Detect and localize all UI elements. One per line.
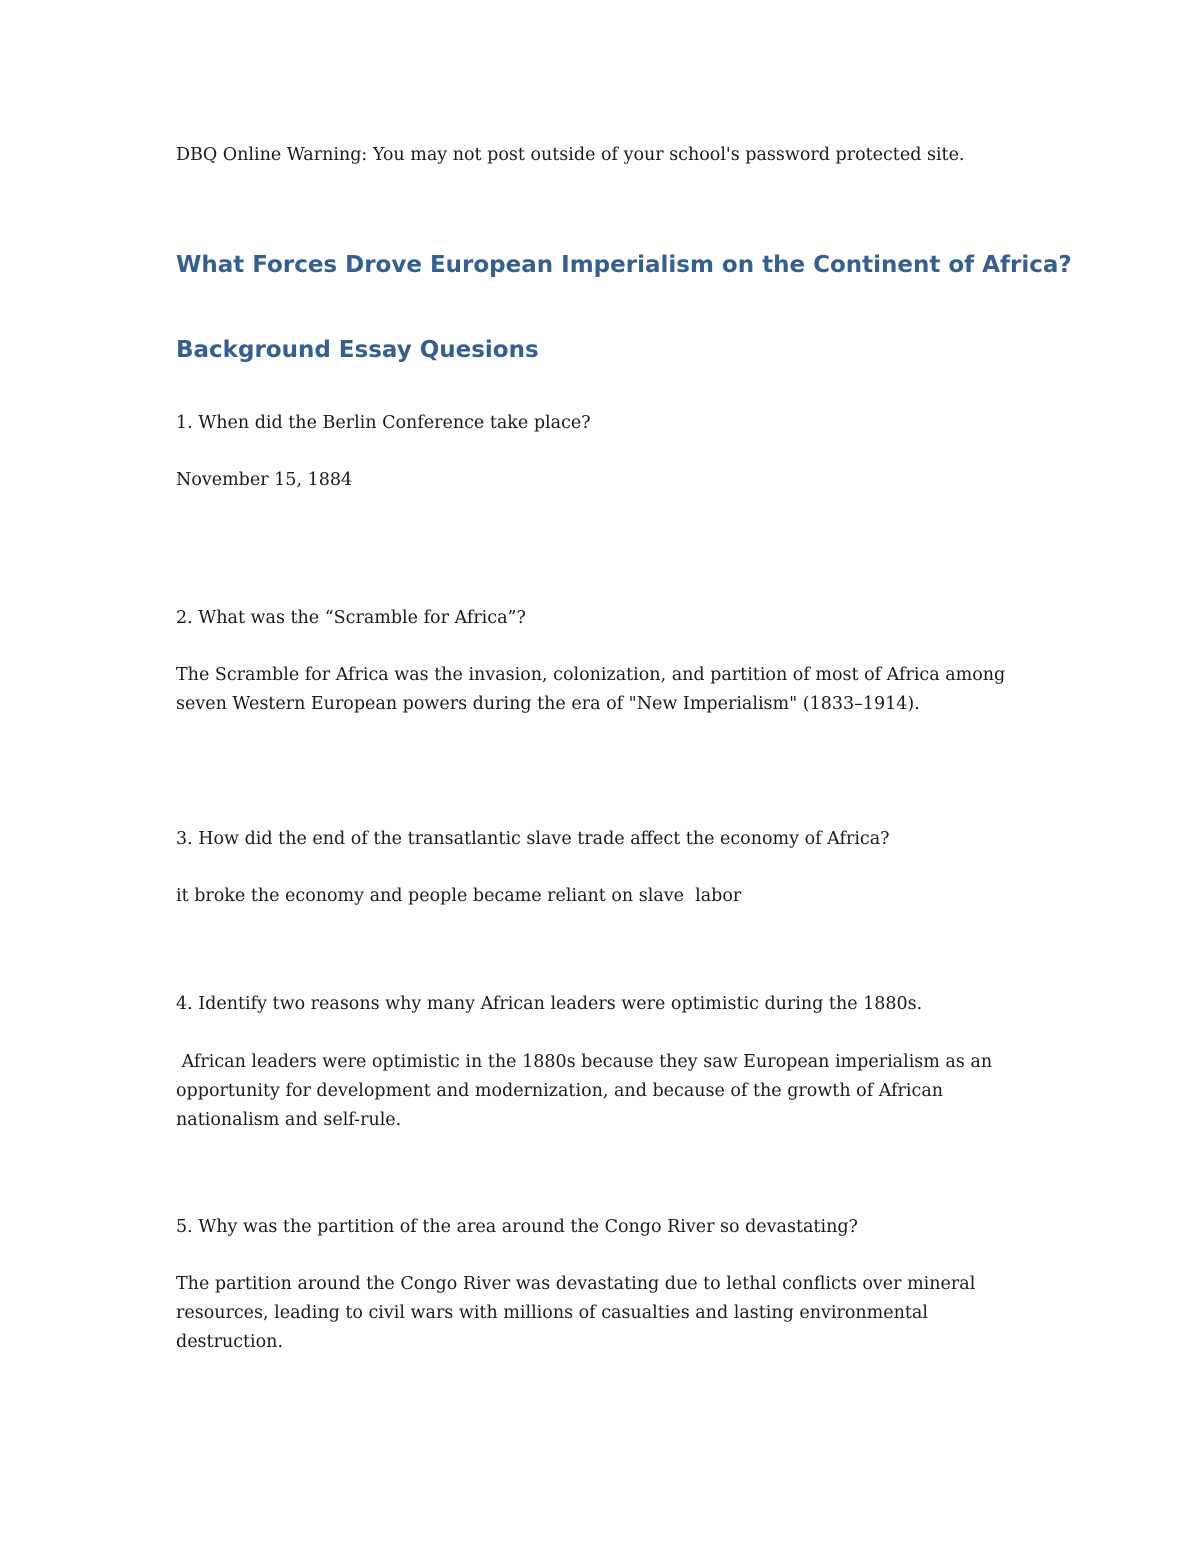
question-2: 2. What was the “Scramble for Africa”? [176,608,526,628]
document-title: What Forces Drove European Imperialism on the Continent of Africa? [176,252,1072,278]
question-1: 1. When did the Berlin Conference take place? [176,413,591,433]
warning-text: DBQ Online Warning: You may not post outside of your school's password protected site. [176,145,965,165]
question-4: 4. Identify two reasons why many African leaders were optimistic during the 1880s. [176,994,923,1014]
answer-4: African leaders were optimistic in the 1880s because they saw European imperialism as an opportunity for development and modernization, and because of the growth of African nationalism and self-rule. [176,1052,998,1130]
answer-3: it broke the economy and people became reliant on slave labor [176,886,742,906]
question-3: 3. How did the end of the transatlantic slave trade affect the economy of Africa? [176,829,890,849]
question-5: 5. Why was the partition of the area around the Congo River so devastating? [176,1217,858,1237]
section-heading: Background Essay Quesions [176,337,539,363]
answer-2: The Scramble for Africa was the invasion, colonization, and partition of most of Africa among seven Western European powers during the era of "New Imperialism" (1833–1914). [176,665,1011,714]
answer-5: The partition around the Congo River was devastating due to lethal conflicts over mineral resources, leading to civil wars with millions of casualties and lasting environmental destruction. [176,1274,981,1352]
answer-1: November 15, 1884 [176,470,353,490]
